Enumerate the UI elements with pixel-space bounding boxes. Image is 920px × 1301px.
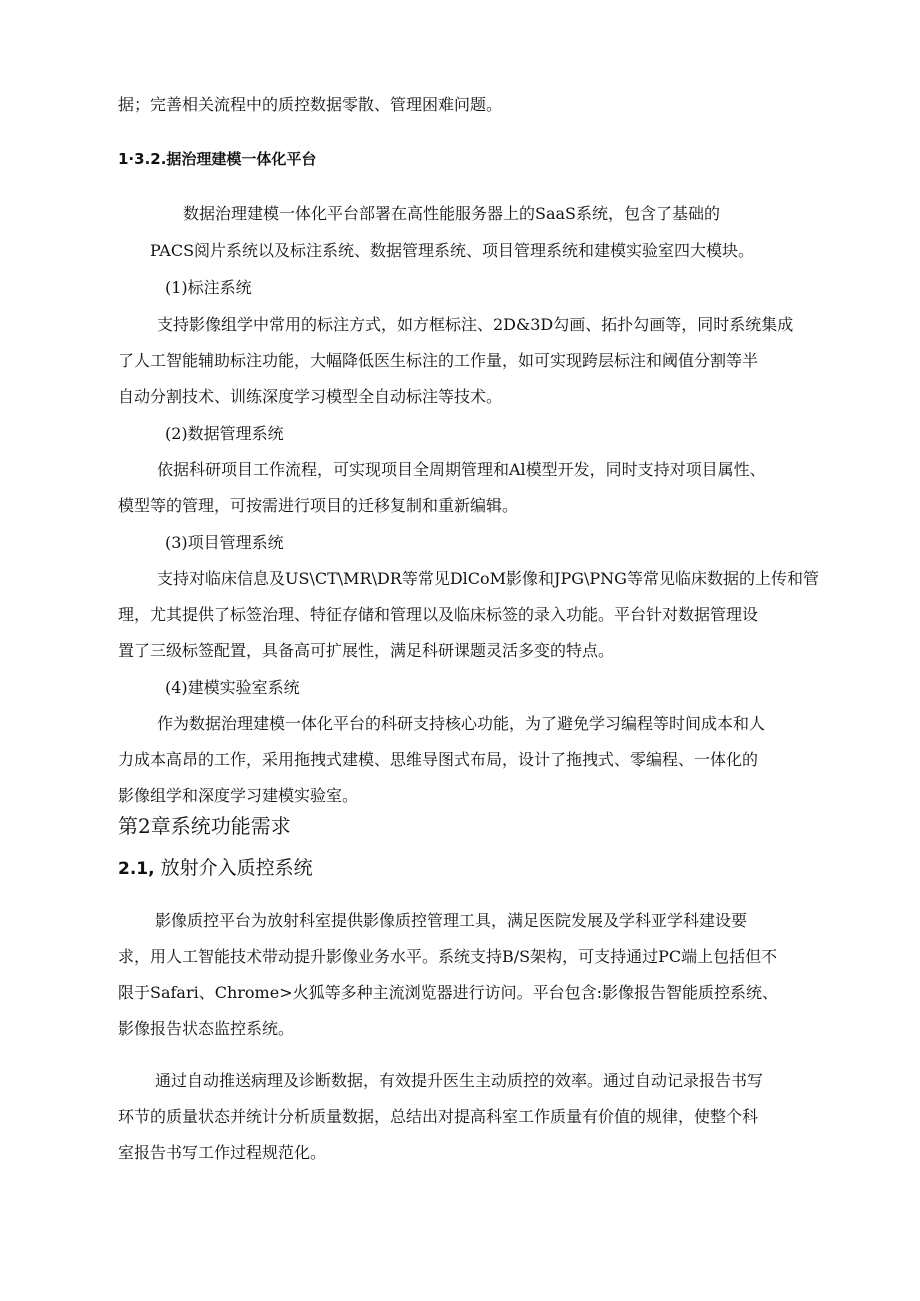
body-line: 自动分割技术、训练深度学习模型全自动标注等技术。 — [118, 387, 503, 406]
body-line: 依据科研项目工作流程，可实现项目全周期管理和Al模型开发，同时支持对项目属性、 — [157, 460, 766, 479]
body-line: 支持对临床信息及US\CT\MR\DR等常见DlCoM影像和JPG\PNG等常见临床数据的上传和管 — [157, 569, 819, 588]
body-line: 置了三级标签配置，具备高可扩展性，满足科研课题灵活多变的特点。 — [118, 641, 615, 660]
body-line: 力成本高昂的工作，采用拖拽式建模、思维导图式布局，设计了拖拽式、零编程、一体化的 — [118, 750, 759, 769]
subsection-heading: (3)项目管理系统 — [165, 533, 284, 552]
subsection-heading: (1)标注系统 — [165, 278, 252, 297]
body-line: 求，用人工智能技术带动提升影像业务水平。系统支持B/S架构，可支持通过PC端上包括但不 — [118, 947, 778, 966]
body-line: 了人工智能辅助标注功能，大幅降低医生标注的工作量，如可实现跨层标注和阈值分割等半 — [118, 351, 759, 370]
body-line: 支持影像组学中常用的标注方式，如方框标注、2D&3D勾画、拓扑勾画等，同时系统集成 — [157, 315, 794, 334]
section-heading: 1·3.2.据治理建模一体化平台 — [118, 150, 317, 168]
body-line: PACS阅片系统以及标注系统、数据管理系统、项目管理系统和建模实验室四大模块。 — [150, 241, 755, 260]
subsection-heading: (4)建模实验室系统 — [165, 678, 300, 697]
section-heading-2-1 — [118, 855, 313, 882]
body-line: 室报告书写工作过程规范化。 — [118, 1143, 327, 1162]
body-line: 模型等的管理，可按需进行项目的迁移复制和重新编辑。 — [118, 496, 519, 515]
section-title: 放射介入质控系统 — [160, 857, 313, 879]
body-line: 通过自动推送病理及诊断数据，有效提升医生主动质控的效率。通过自动记录报告书写 — [155, 1071, 764, 1090]
body-line: 作为数据治理建模一体化平台的科研支持核心功能，为了避免学习编程等时间成本和人 — [157, 714, 766, 733]
subsection-heading: (2)数据管理系统 — [165, 424, 284, 443]
body-line: 据；完善相关流程中的质控数据零散、管理困难问题。 — [118, 95, 503, 114]
body-line: 理，尤其提供了标签治理、特征存储和管理以及临床标签的录入功能。平台针对数据管理设 — [118, 605, 759, 624]
body-line: 影像质控平台为放射科室提供影像质控管理工具，满足医院发展及学科亚学科建设要 — [155, 911, 748, 930]
body-line: 数据治理建模一体化平台部署在高性能服务器上的SaaS系统，包含了基础的 — [183, 204, 721, 223]
body-line: 环节的质量状态并统计分析质量数据，总结出对提高科室工作质量有价值的规律，使整个科 — [118, 1107, 759, 1126]
body-line: 限于Safari、Chrome>火狐等多种主流浏览器进行访问。平台包含:影像报告智能质控系统、 — [118, 983, 778, 1002]
chapter-heading: 第2章系统功能需求 — [118, 814, 291, 838]
body-line: 影像报告状态监控系统。 — [118, 1019, 295, 1038]
section-number: 2.1, — [118, 859, 155, 879]
body-line: 影像组学和深度学习建模实验室。 — [118, 786, 359, 805]
